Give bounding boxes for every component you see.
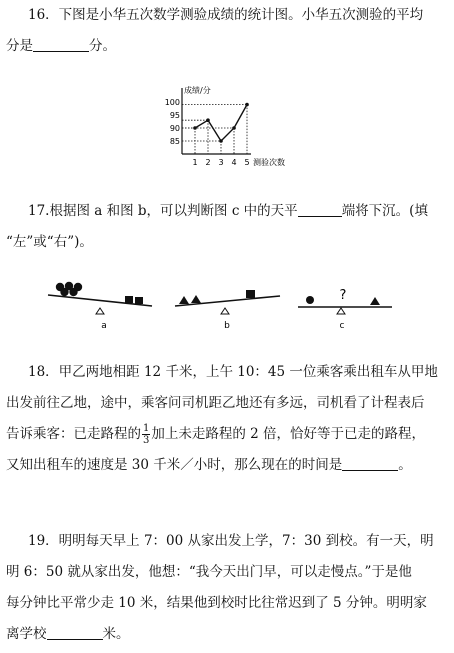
chart-x-tick-label: 5 [244, 158, 250, 167]
q17-line-2: “左”或“右”)。 [6, 234, 93, 250]
chart-data-point [245, 103, 249, 107]
chart-x-tick-label: 3 [218, 158, 224, 167]
q18-line-1: 18．甲乙两地相距 12 千米，上午 10：45 一位乘客乘出租车从甲地 [28, 364, 438, 380]
q18-line-3 [0, 419, 454, 450]
q16-text-b: 分。 [89, 38, 116, 54]
balance-b-square [246, 290, 255, 298]
chart-y-tick-label: 95 [169, 111, 180, 120]
score-line-chart [164, 84, 308, 170]
balance-a-label: a [101, 321, 107, 331]
chart-data-point [206, 118, 210, 122]
balance-a-square [135, 297, 143, 304]
chart-data-point [219, 139, 223, 143]
q18-text-a: 告诉乘客：已走路程的 [6, 426, 141, 442]
chart-x-tick-label: 2 [205, 158, 211, 167]
q17-text-a: 17.根据图 a 和图 b，可以判断图 c 中的天平 [28, 203, 298, 219]
balance-a-ball [60, 288, 68, 296]
balance-a [48, 282, 152, 331]
balance-c-ball [306, 296, 314, 304]
q19-answer-blank[interactable] [47, 625, 103, 640]
question-17 [0, 196, 454, 258]
chart-y-tick-label: 85 [169, 137, 180, 146]
question-19 [0, 526, 454, 650]
fraction-numerator: 1 [143, 423, 150, 434]
q18-text-b: 加上未走路程的 2 倍，恰好等于已走的路程， [151, 426, 426, 442]
question-16 [0, 0, 454, 62]
chart-y-tick-label: 100 [164, 98, 180, 107]
q16-answer-blank[interactable] [33, 37, 89, 52]
q17-answer-blank[interactable] [298, 202, 342, 217]
q16-line-2 [0, 31, 454, 62]
q19-line-4 [0, 619, 454, 650]
q18-answer-blank[interactable] [342, 456, 398, 471]
q16-text-a: 分是 [6, 38, 33, 54]
chart-y-axis-label: 成绩/分 [184, 86, 211, 95]
balance-a-square [125, 296, 133, 303]
q19-line-2: 明 6：50 就从家出发，他想：“我今天出门早，可以走慢点。”于是他 [6, 564, 412, 580]
q17-text-b: 端将下沉。(填 [341, 203, 428, 219]
chart-data-point [193, 126, 197, 130]
q17-line-1 [0, 196, 454, 227]
balance-a-ball [69, 288, 77, 296]
balance-c-triangle [370, 297, 380, 305]
chart-x-tick-label: 1 [192, 158, 198, 167]
balance-b-label: b [224, 321, 230, 331]
fraction-denominator: 3 [143, 435, 150, 446]
chart-y-tick-label: 90 [169, 124, 180, 133]
balance-b [175, 290, 280, 331]
q19-text-a: 离学校 [6, 626, 47, 642]
q16-line-1: 16．下图是小华五次数学测验成绩的统计图。小华五次测验的平均 [28, 7, 424, 23]
q18-text-d: 。 [398, 457, 412, 473]
balance-c [298, 288, 392, 331]
balance-c-label: c [339, 321, 345, 331]
q18-text-c: 又知出租车的速度是 30 千米／小时，那么现在的时间是 [6, 457, 343, 473]
one-third-fraction [142, 423, 150, 446]
balance-c-question-mark: ? [339, 288, 347, 303]
question-18 [0, 357, 454, 481]
chart-x-tick-label: 4 [231, 158, 237, 167]
q19-line-3: 每分钟比平常少走 10 米，结果他到校时比往常迟到了 5 分钟。明明家 [6, 595, 427, 611]
q18-line-4 [0, 450, 454, 481]
chart-data-point [232, 126, 236, 130]
chart-x-axis-label: 测验次数 [253, 158, 285, 167]
balance-figures [40, 276, 420, 332]
chart-series-line [195, 105, 247, 141]
balance-b-triangle [179, 296, 189, 304]
balance-b-triangle [191, 295, 201, 303]
q19-line-1: 19．明明每天早上 7：00 从家出发上学，7：30 到校。有一天，明 [28, 533, 434, 549]
q18-line-2: 出发前往乙地，途中，乘客问司机距乙地还有多远，司机看了计程表后 [6, 395, 425, 411]
q19-text-b: 米。 [102, 626, 130, 642]
